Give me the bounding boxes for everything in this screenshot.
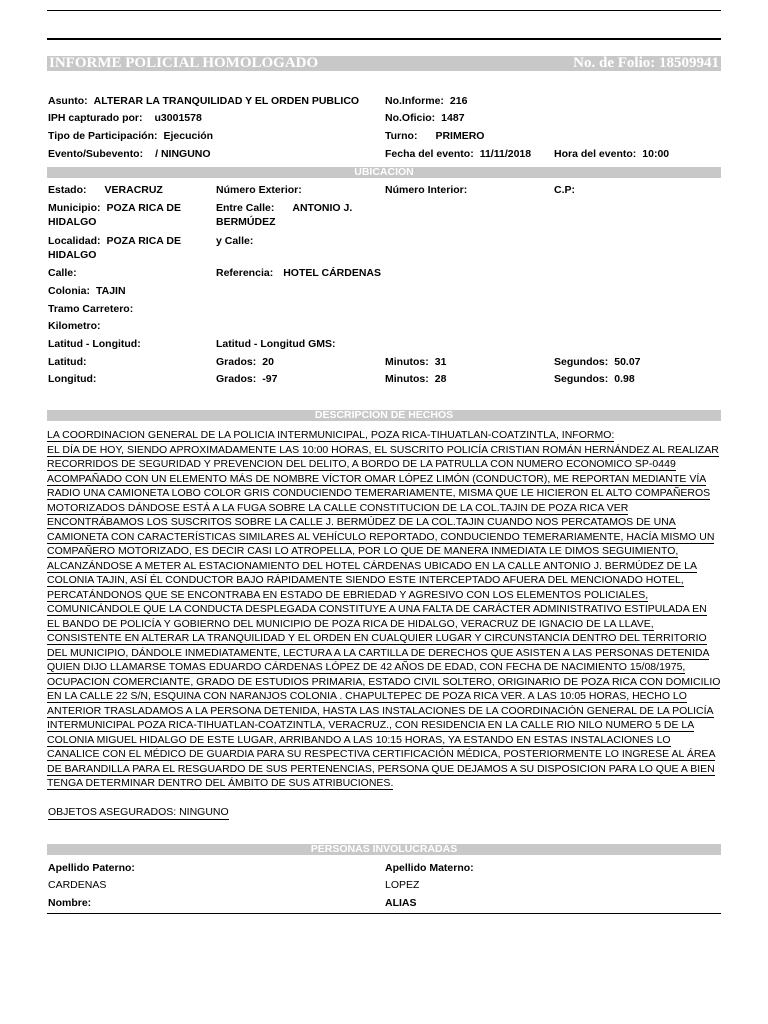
descripcion-line: COLONIA TAJIN, ASÍ ÉL CONDUCTOR BAJO RÁPIDAMENTE SIENDO ESTE INTERCEPTADO AFUERA DEL MENCIONADO HOTEL, xyxy=(47,574,684,586)
kilometro-field: Kilometro: xyxy=(48,320,101,332)
report-title: INFORME POLICIAL HOMOLOGADO xyxy=(49,55,319,71)
localidad-value: POZA RICA DE HIDALGO xyxy=(48,235,181,261)
descripcion-line: ALCANZÁNDOSE A METER AL ESTACIONAMIENTO DEL HOTEL CÁRDENAS UBICADO EN LA CALLE ANTONIO J. BERMÚDEZ DE LA xyxy=(47,559,697,572)
referencia-value: HOTEL CÁRDENAS xyxy=(283,267,382,279)
hora-value: 10:00 xyxy=(642,148,670,160)
evento-value: / NINGUNO xyxy=(155,148,211,160)
longitud-field: Longitud: xyxy=(48,373,97,385)
colonia-field: Colonia: TAJIN xyxy=(48,285,126,297)
fecha-field: Fecha del evento: 11/11/2018 xyxy=(385,148,532,160)
lon-segundos-field: Segundos: 0.98 xyxy=(554,373,635,385)
descripcion-line: RECORRIDOS DE SEGURIDAD Y PREVENCION DEL DELITO, A BORDO DE LA PATRULLA CON NUMERO ECONOMICO SP-0449 xyxy=(47,458,676,470)
descripcion-line: PERCATÁNDONOS QUE SE ENCONTRABA EN ESTADO DE EBRIEDAD Y AGRESIVO CON LOS ELEMENTOS POLICIALES, xyxy=(47,588,649,601)
turno-field: Turno: PRIMERO xyxy=(385,130,485,142)
folio-number: No. de Folio: 18509941 xyxy=(573,55,719,71)
descripcion-line: ENCONTRÁBAMOS LOS SUSCRITOS SOBRE LA CALLE J. BERMÚDEZ DE LA COL.TAJIN CUANDO NOS PERCATAMOS DE UNA xyxy=(47,516,676,528)
ubicacion-section-header: UBICACION xyxy=(47,167,721,178)
evento-field: Evento/Subevento: / NINGUNO xyxy=(48,148,211,160)
report-title-bar xyxy=(47,56,721,71)
num-int-field: Número Interior: xyxy=(385,184,468,196)
asunto-field: Asunto: ALTERAR LA TRANQUILIDAD Y EL ORDEN PUBLICO xyxy=(48,95,360,107)
apellido-paterno-value: CARDENAS xyxy=(48,879,107,891)
alias-label: ALIAS xyxy=(385,897,417,909)
descripcion-text xyxy=(47,428,723,791)
lat-segundos-value: 50.07 xyxy=(614,356,641,368)
iph-field: IPH capturado por: u3001578 xyxy=(48,112,202,124)
lon-grados-value: -97 xyxy=(262,373,278,385)
descripcion-line: EL BANDO DE POLICÍA Y GOBIERNO DEL MUNICIPIO DE POZA RICA DE HIDALGO, VERACRUZ DE IGNACIO DE LA LLAVE, xyxy=(47,617,654,630)
estado-field: Estado: VERACRUZ xyxy=(48,184,163,196)
descripcion-line: COMUNICÁNDOLE QUE LA CONDUCTA DESPLEGADA CONSTITUYE A UNA FALTA DE CARÁCTER ADMINISTRATIVO ESTIPULADA EN xyxy=(47,603,707,615)
descripcion-line: QUIEN DIJO LLAMARSE TOMAS EDUARDO CÁRDENAS LÓPEZ DE 42 AÑOS DE EDAD, CON FECHA DE NACIMIENTO 15/08/1975, xyxy=(47,661,686,673)
descripcion-line: DEL MUNICIPIO, DÁNDOLE INMEDIATAMENTE, LECTURA A LA CARTILLA DE DERECHOS QUE ASISTEN A LAS PERSONAS DETENIDA xyxy=(47,646,710,659)
descripcion-line: EL DÍA DE HOY, SIENDO APROXIMADAMENTE LAS 10:00 HORAS, EL SUSCRITO POLICÍA CRISTIAN ROMÁN HERNÁNDEZ AL REALIZAR xyxy=(47,443,719,456)
estado-value: VERACRUZ xyxy=(104,184,163,196)
descripcion-line: RADIO UNA CAMIONETA LOBO COLOR GRIS CONDUCIENDO TEMERARIAMENTE, MISMA QUE LE HICIERON EL ALTO COMPAÑEROS xyxy=(47,487,711,499)
tramo-field: Tramo Carretero: xyxy=(48,303,134,315)
descripcion-line: COLONIA MIGUEL HIDALGO DE ESTE LUGAR, ARRIBANDO A LAS 10:15 HORAS, YA ESTANDO EN ESTAS INSTALACIONES LO xyxy=(47,733,671,746)
objetos-asegurados: OBJETOS ASEGURADOS: NINGUNO xyxy=(48,806,229,818)
fecha-value: 11/11/2018 xyxy=(479,148,532,160)
cp-field: C.P: xyxy=(554,184,575,196)
entre-calle-field: Entre Calle: ANTONIO J. BERMÚDEZ xyxy=(216,202,353,228)
referencia-field: Referencia: HOTEL CÁRDENAS xyxy=(216,267,382,279)
apellido-materno-value: LOPEZ xyxy=(385,879,420,891)
hora-field: Hora del evento: 10:00 xyxy=(554,148,670,160)
localidad-field: Localidad: POZA RICA DE HIDALGO xyxy=(48,235,181,261)
turno-value: PRIMERO xyxy=(435,130,485,142)
entre-calle-value: ANTONIO J. BERMÚDEZ xyxy=(216,202,353,228)
lon-minutos-value: 28 xyxy=(434,373,447,385)
tipo-value: Ejecución xyxy=(163,130,214,142)
tipo-field: Tipo de Participación: Ejecución xyxy=(48,130,214,142)
iph-value: u3001578 xyxy=(154,112,202,124)
apellido-paterno-label: Apellido Paterno: xyxy=(48,862,135,874)
colonia-value: TAJIN xyxy=(96,285,126,297)
num-ext-field: Número Exterior: xyxy=(216,184,302,196)
descripcion-line: CAMIONETA CON CARACTERÍSTICAS SIMILARES AL VEHÍCULO REPORTADO, CONDUCIENDO TEMERARIAMENTE, HACÍA MISMO UN xyxy=(47,530,715,543)
descripcion-line: CANALICE CON EL MÉDICO DE GUARDIA PARA SU RESPECTIVA CERTIFICACIÓN MÉDICA, POSTERIORMENTE LO INGRESE AL ÁREA xyxy=(47,748,716,760)
latlon-field: Latitud - Longitud: xyxy=(48,338,141,350)
lat-minutos-field: Minutos: 31 xyxy=(385,356,447,368)
lat-grados-value: 20 xyxy=(262,356,274,368)
municipio-field: Municipio: POZA RICA DE HIDALGO xyxy=(48,202,181,228)
lat-segundos-field: Segundos: 50.07 xyxy=(554,356,641,368)
lat-minutos-value: 31 xyxy=(434,356,447,368)
descripcion-line: TENGA DETERMINAR DENTRO DEL ÁMBITO DE SUS ATRIBUCIONES. xyxy=(47,777,394,789)
top-rule xyxy=(47,10,721,11)
descripcion-line: ACOMPAÑADO CON UN ELEMENTO MÁS DE NOMBRE VÍCTOR OMAR LÓPEZ LIMÓN (CONDUCTOR), ME REPORTAN MEDIANTE VÍA xyxy=(47,472,707,485)
lon-segundos-value: 0.98 xyxy=(614,373,635,385)
oficio-field: No.Oficio: 1487 xyxy=(385,112,465,124)
calle-field: Calle: xyxy=(48,267,77,279)
asunto-value: ALTERAR LA TRANQUILIDAD Y EL ORDEN PUBLICO xyxy=(93,95,360,107)
descripcion-line: LA COORDINACION GENERAL DE LA POLICIA INTERMUNICIPAL, POZA RICA-TIHUATLAN-COATZINTLA, INFORMO: xyxy=(47,429,615,441)
header-rule xyxy=(47,38,721,40)
apellido-materno-label: Apellido Materno: xyxy=(385,862,474,874)
lon-grados-field: Grados: -97 xyxy=(216,373,278,385)
descripcion-section-header: DESCRIPCION DE HECHOS xyxy=(47,410,721,421)
oficio-value: 1487 xyxy=(441,112,465,124)
descripcion-line: MOTORIZADOS DÁNDOSE ESTÁ A LA FUGA SOBRE LA CALLE CONSTITUCION DE LA COL.TAJIN DE POZA RICA VER xyxy=(47,501,629,514)
personas-section-header: PERSONAS INVOLUCRADAS xyxy=(47,844,721,855)
lat-grados-field: Grados: 20 xyxy=(216,356,274,368)
descripcion-line: DE BARANDILLA PARA EL RESGUARDO DE SUS PERTENENCIAS, PERSONA QUE DEJAMOS A SU DISPOSICION PARA LO QUE A BIEN xyxy=(47,762,715,775)
informe-field: No.Informe: 216 xyxy=(385,95,468,107)
latitud-field: Latitud: xyxy=(48,356,87,368)
bottom-rule xyxy=(47,913,721,914)
descripcion-line: ANTERIOR TRASLADAMOS A LA PERSONA DETENIDA, HASTA LAS INSTALACIONES DE LA COORDINACIÓN GENERAL DE LA POLICÍA xyxy=(47,704,714,717)
latlon-gms-field: Latitud - Longitud GMS: xyxy=(216,338,336,350)
y-calle-field: y Calle: xyxy=(216,235,254,247)
lon-minutos-field: Minutos: 28 xyxy=(385,373,447,385)
municipio-value: POZA RICA DE HIDALGO xyxy=(48,202,181,228)
informe-value: 216 xyxy=(449,95,468,107)
descripcion-line: CONSISTENTE EN ALTERAR LA TRANQUILIDAD Y EL ORDEN EN CUALQUIER LUGAR Y CIRCUNSTANCIA DENTRO DEL TERRITORIO xyxy=(47,632,707,644)
descripcion-line: COMPAÑERO MOTORIZADO, ES DECIR CASI LO ATROPELLA, POR LO QUE DE MANERA INMEDIATA LE DIMOS SEGUIMIENTO, xyxy=(47,545,679,557)
descripcion-line: INTERMUNICIPAL POZA RICA-TIHUATLAN-COATZINTLA, VERACRUZ., CON RESIDENCIA EN LA CALLE RIO NILO NUMERO 5 DE LA xyxy=(47,719,695,731)
descripcion-line: OCUPACION COMERCIANTE, GRADO DE ESTUDIOS PRIMARIA, ESTADO CIVIL SOLTERO, ORIGINARIO DE POZA RICA CON DOMICILIO xyxy=(47,675,721,688)
descripcion-line: EN LA CALLE 22 S/N, ESQUINA CON NARANJOS COLONIA . CHAPULTEPEC DE POZA RICA VER. A LAS 10:05 HORAS, HECHO LO xyxy=(47,690,687,702)
nombre-label: Nombre: xyxy=(48,897,92,909)
